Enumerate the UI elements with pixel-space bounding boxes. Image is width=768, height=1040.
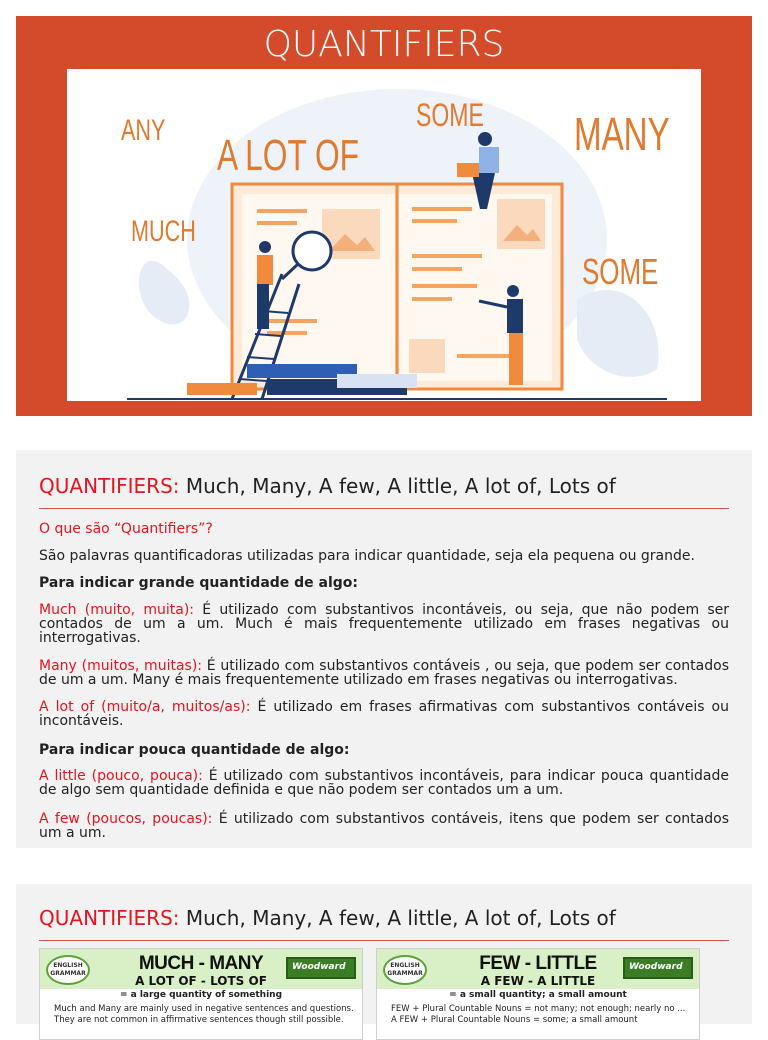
a-few-paragraph [39, 812, 729, 840]
worksheet-subheading: A FEW - A LITTLE [480, 974, 596, 988]
much-term: Much (muito, muita): [39, 602, 195, 618]
a-lot-of-text: É utilizado em frases afirmativas com substantivos contáveis ou incontáveis. [39, 699, 729, 729]
much-paragraph [39, 603, 729, 645]
worksheet-subheading: A LOT OF - LOTS OF [135, 974, 267, 988]
english-grammar-badge: ENGLISH GRAMMAR [46, 955, 90, 985]
a-little-paragraph [39, 769, 729, 797]
worksheet-definition: = a large quantity of something [119, 990, 283, 1000]
many-paragraph [39, 659, 729, 687]
section-title [39, 474, 616, 498]
section-title-text: Much, Many, A few, A little, A lot of, Lots of [179, 474, 616, 498]
section-title-label: QUANTIFIERS: [39, 474, 180, 498]
quantifiers-illustration [67, 69, 701, 401]
worksheet-definition: = a small quantity; a small amount [449, 990, 627, 1000]
a-lot-of-term: A lot of (muito/a, muitos/as): [39, 699, 251, 715]
word-any: ANY [121, 114, 166, 147]
banner-title: QUANTIFIERS [263, 24, 505, 65]
worksheet-few-little [376, 948, 700, 1040]
woodward-logo: Woodward [623, 957, 693, 979]
section2-divider [39, 940, 729, 941]
a-few-term: A few (poucos, poucas): [39, 811, 213, 827]
worksheet-line-2: A FEW + Plural Countable Nouns = some; a small amount [391, 1015, 638, 1025]
intro-text: São palavras quantificadoras utilizadas para indicar quantidade, seja ela pequena ou grande. [39, 548, 695, 564]
worksheet-heading: FEW - LITTLE [479, 953, 597, 974]
word-some-2: SOME [582, 251, 659, 292]
word-many: MANY [574, 108, 670, 160]
english-grammar-badge: ENGLISH GRAMMAR [383, 955, 427, 985]
worksheet-line-1: FEW + Plural Countable Nouns = not many; not enough; nearly no ... [391, 1004, 686, 1014]
many-term: Many (muitos, muitas): [39, 658, 202, 674]
a-few-text: É utilizado com substantivos contáveis, itens que podem ser contados um a um. [39, 811, 729, 841]
a-lot-of-paragraph [39, 700, 729, 728]
worksheet-heading: MUCH - MANY [138, 953, 264, 974]
worksheet-line-2: They are not common in affirmative sentences though still possible. [54, 1015, 344, 1025]
title-divider [39, 508, 729, 509]
section2-title-text: Much, Many, A few, A little, A lot of, Lots of [179, 906, 616, 930]
a-little-term: A little (pouco, pouca): [39, 768, 203, 784]
quantifiers-explanation-card [16, 450, 752, 848]
heading-small-quantity: Para indicar pouca quantidade de algo: [39, 742, 350, 758]
much-text: É utilizado com substantivos incontáveis, ou seja, que não podem ser contados de um a um. Much é mais frequentemente utilizado em frases negativas ou interrogativas. [39, 602, 729, 646]
worksheet-line-1: Much and Many are mainly used in negative sentences and questions. [54, 1004, 354, 1014]
section2-title-label: QUANTIFIERS: [39, 906, 180, 930]
worksheet-much-many [39, 948, 363, 1040]
hero-banner [16, 16, 752, 416]
question-heading: O que são “Quantifiers”? [39, 521, 213, 537]
word-a-lot-of: A LOT OF [217, 131, 360, 180]
many-text: É utilizado com substantivos contáveis , ou seja, que podem ser contados de um a um. Many é mais frequentemente utilizado em frases negativas ou interrogativas. [39, 658, 729, 688]
word-some: SOME [416, 97, 484, 133]
word-much: MUCH [131, 215, 196, 248]
a-little-text: É utilizado com substantivos incontáveis, para indicar pouca quantidade de algo sem quantidade definida e que não podem ser contados um a um. [39, 768, 729, 798]
section2-title [39, 906, 616, 930]
woodward-logo: Woodward [286, 957, 356, 979]
heading-large-quantity: Para indicar grande quantidade de algo: [39, 575, 359, 591]
